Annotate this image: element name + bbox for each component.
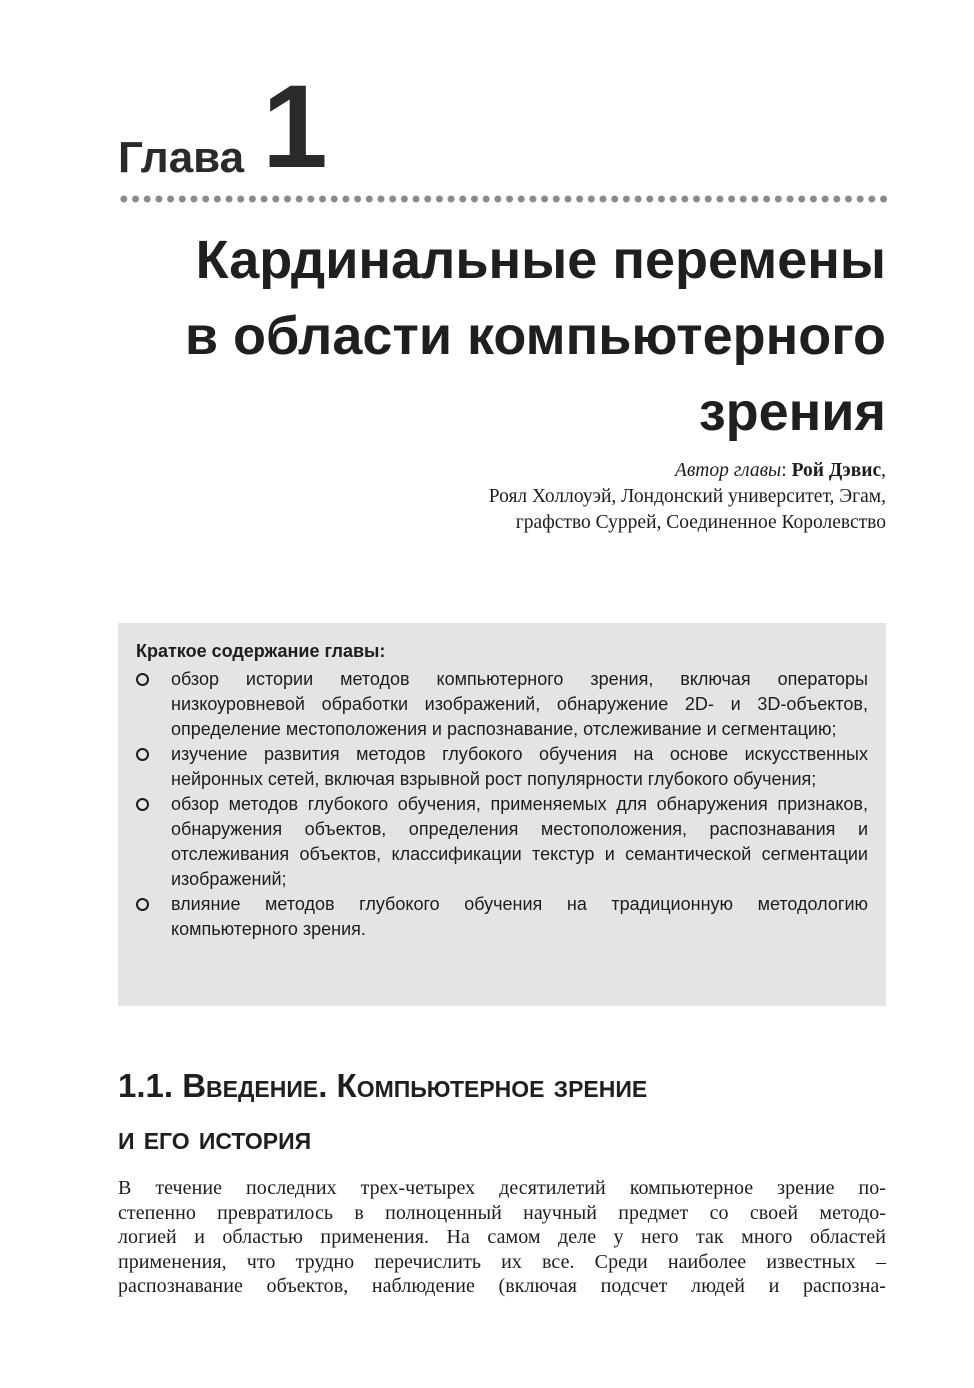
chapter-heading	[118, 61, 326, 193]
chapter-label: Глава	[118, 133, 245, 182]
paragraph-line: распознавание объектов, наблюдение (включая подсчет людей и распозна-	[118, 1275, 886, 1297]
summary-heading: Краткое содержание главы:	[136, 641, 386, 661]
chapter-summary-box	[118, 623, 886, 1006]
summary-item-text: обзор истории методов компьютерного зрения, включая операторы низкоуровневой обработки изображений, обнаружение 2D- и 3D-объектов, определение местоположения и распознавание, отслеживание и сегментацию;	[171, 669, 868, 739]
summary-item	[136, 792, 868, 892]
author-name: Рой Дэвис	[791, 460, 882, 481]
summary-list	[136, 667, 868, 942]
paragraph-line: применения, что трудно перечислить их все. Среди наиболее известных –	[118, 1250, 886, 1273]
summary-item	[136, 892, 868, 942]
summary-item-text: влияние методов глубокого обучения на традиционную методологию компьютерного зрения.	[171, 894, 868, 939]
chapter-number: 1	[262, 61, 326, 193]
chapter-title-line: в области компьютерного	[184, 306, 886, 366]
summary-item	[136, 667, 868, 742]
circle-bullet-icon	[136, 898, 149, 911]
section-number: 1.1.	[118, 1067, 174, 1104]
summary-item-text: изучение развития методов глубокого обучения на основе искусственных нейронных сетей, включая взрывной рост популярности глубокого обучения;	[171, 744, 868, 789]
body-paragraph	[118, 1176, 886, 1299]
chapter-title-line: Кардинальные перемены	[195, 230, 886, 290]
paragraph-line: степенно превратилось в полноценный научный предмет со своей методо-	[118, 1201, 886, 1224]
paragraph-line: В течение последних трех-четырех десятилетий компьютерное зрение по-	[118, 1177, 886, 1199]
paragraph-line: логией и областью применения. На самом деле у него так много областей	[118, 1226, 886, 1248]
author-role: Автор главы	[674, 460, 782, 481]
chapter-title-line: зрения	[698, 382, 886, 442]
section-title-text: Введение. Компьютерное зрение	[182, 1067, 648, 1104]
section-title	[118, 1060, 886, 1164]
author-block	[266, 458, 886, 536]
circle-bullet-icon	[136, 673, 149, 686]
circle-bullet-icon	[136, 748, 149, 761]
author-affiliation: графство Суррей, Соединенное Королевство	[515, 512, 886, 533]
summary-item	[136, 742, 868, 792]
section-title-line: и его история	[118, 1119, 312, 1156]
summary-item-text: обзор методов глубокого обучения, применяемых для обнаружения признаков, обнаружения объектов, определения местоположения, распознавания и отслеживания объектов, классификации текстур и семантической сегментации изображений;	[171, 794, 868, 889]
author-line: Автор главы: Рой Дэвис,	[674, 460, 886, 481]
circle-bullet-icon	[136, 798, 149, 811]
author-affiliation: Роял Холлоуэй, Лондонский университет, Эгам,	[488, 486, 886, 507]
section-title-line	[118, 1060, 886, 1112]
dotted-divider	[118, 194, 888, 204]
chapter-title	[126, 222, 886, 450]
